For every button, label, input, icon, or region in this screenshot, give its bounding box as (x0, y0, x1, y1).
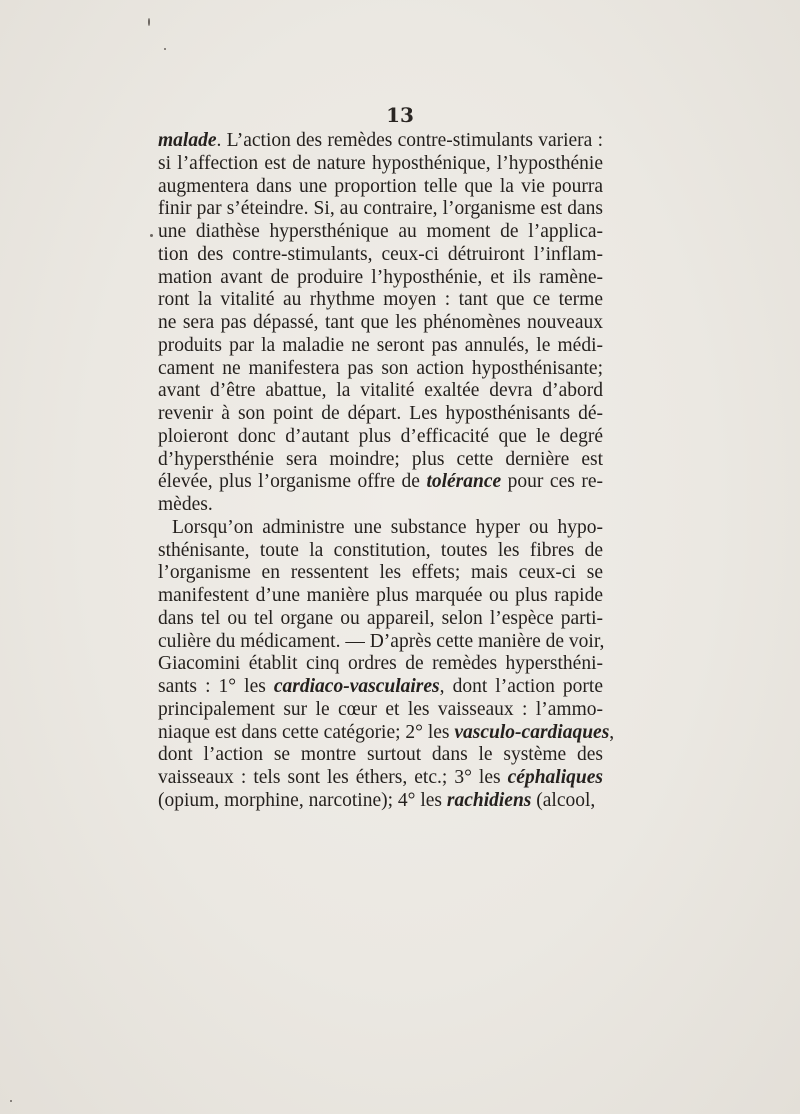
text-run: sants : 1° les (158, 676, 274, 697)
italic-term: vasculo-cardiaques (454, 721, 610, 743)
text-run: produits par la maladie ne seront pas annulés, le médi- (158, 334, 603, 356)
text-line (158, 198, 603, 221)
text-line (158, 676, 603, 699)
text-run: une diathèse hypersthénique au moment de l’applica- (158, 221, 603, 242)
text-run: élevée, plus l’organisme offre de (158, 471, 427, 493)
text-run: ploieront donc d’autant plus d’efficacité que le degré (158, 425, 603, 447)
text-run: revenir à son point de départ. Les hyposthénisants dé- (158, 403, 603, 424)
text-line (158, 540, 603, 563)
text-run: , (609, 721, 615, 743)
text-run: mation avant de produire l’hyposthénie, et ils ramène- (158, 266, 603, 288)
text-line (158, 721, 615, 745)
paper-speck (164, 48, 166, 50)
italic-term: tolérance (426, 471, 502, 493)
text-line (158, 176, 603, 199)
text-line (158, 767, 603, 790)
paper-speck (148, 18, 150, 26)
text-line (158, 244, 603, 267)
page-number: 13 (386, 103, 414, 127)
text-line (158, 653, 603, 676)
text-line (158, 153, 603, 176)
text-line (158, 471, 603, 494)
text-run: ne sera pas dépassé, tant que les phénomènes nouveaux (158, 312, 603, 333)
text-line (158, 221, 603, 244)
italic-term: rachidiens (446, 789, 532, 811)
text-line (158, 517, 603, 540)
text-run: d’hypersthénie sera moindre; plus cette dernière est (158, 448, 603, 470)
text-line (158, 335, 603, 358)
text-run: dans tel ou tel organe ou appareil, selon l’espèce parti- (158, 607, 603, 629)
text-run: si l’affection est de nature hyposthénique, l’hyposthénie (158, 152, 603, 174)
italic-term: malade (158, 130, 217, 151)
text-line (158, 403, 603, 426)
text-line (158, 562, 603, 585)
text-run: tion des contre-stimulants, ceux-ci détruiront l’inflam- (158, 243, 603, 265)
text-run: augmentera dans une proportion telle que la vie pourra (158, 175, 603, 197)
text-line (158, 585, 603, 608)
text-line (158, 289, 603, 312)
text-run: niaque est dans cette catégorie; 2° les (158, 721, 455, 743)
text-run: manifestent d’une manière plus marquée ou plus rapide (158, 585, 603, 606)
text-run: l’organisme en ressentent les effets; mais ceux-ci se (158, 562, 603, 584)
text-run: pour ces re- (501, 471, 603, 493)
text-line (158, 358, 603, 381)
text-line (158, 449, 603, 472)
italic-term: cardiaco-vasculaires (273, 676, 440, 697)
text-line (158, 380, 603, 403)
text-line (158, 744, 603, 767)
text-line (158, 130, 603, 153)
text-line (158, 608, 603, 631)
text-line (158, 426, 603, 449)
text-run: dont l’action se montre surtout dans le système des (158, 744, 603, 766)
italic-term: céphaliques (507, 767, 603, 788)
text-run: Giacomini établit cinq ordres de remèdes hypersthéni- (158, 653, 603, 675)
text-run: avant d’être abattue, la vitalité exaltée devra d’abord (158, 380, 603, 402)
text-line (158, 494, 603, 517)
text-run: sthénisante, toute la constitution, toutes les fibres de (158, 539, 603, 561)
text-run: cament ne manifestera pas son action hyposthénisante; (158, 357, 603, 379)
text-line (158, 631, 603, 654)
text-line (158, 790, 603, 813)
text-line (158, 699, 603, 722)
body-text (158, 130, 615, 813)
text-run: vaisseaux : tels sont les éthers, etc.; 3° les (158, 767, 508, 788)
paper-speck (10, 1100, 12, 1102)
text-line (158, 312, 603, 335)
paper-speck (150, 234, 153, 237)
text-run: (alcool, (531, 789, 596, 811)
text-run: Lorsqu’on administre une substance hyper ou hypo- (172, 516, 603, 538)
text-run: (opium, morphine, narcotine); 4° les (158, 789, 447, 811)
text-run: principalement sur le cœur et les vaisseaux : l’ammo- (158, 698, 603, 720)
text-run: culière du médicament. — D’après cette manière de voir, (158, 630, 605, 652)
text-run: finir par s’éteindre. Si, au contraire, l’organisme est dans (158, 198, 603, 220)
text-line (158, 267, 603, 290)
text-run: mèdes. (158, 494, 213, 515)
text-run: , dont l’action porte (439, 676, 603, 697)
text-run: . L’action des remèdes contre-stimulants variera : (216, 130, 603, 151)
text-run: ront la vitalité au rhythme moyen : tant que ce terme (158, 289, 603, 311)
